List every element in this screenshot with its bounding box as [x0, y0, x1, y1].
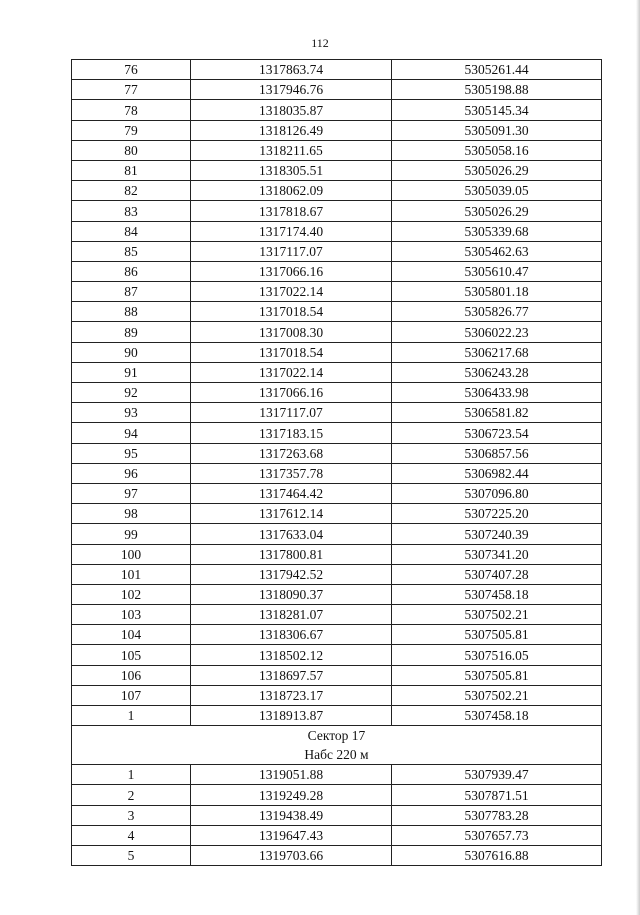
x-coordinate-cell: 1317183.15 [191, 423, 392, 443]
table-row [72, 825, 602, 845]
x-coordinate-cell: 1318305.51 [191, 160, 392, 180]
x-coordinate-cell: 1317174.40 [191, 221, 392, 241]
table-row [72, 645, 602, 665]
y-coordinate-cell: 5306243.28 [392, 362, 602, 382]
table-row [72, 845, 602, 865]
table-row [72, 625, 602, 645]
table-row [72, 322, 602, 342]
y-coordinate-cell: 5306217.68 [392, 342, 602, 362]
x-coordinate-cell: 1318502.12 [191, 645, 392, 665]
y-coordinate-cell: 5306723.54 [392, 423, 602, 443]
table-row [72, 685, 602, 705]
y-coordinate-cell: 5305339.68 [392, 221, 602, 241]
sector-header-cell [72, 726, 602, 765]
x-coordinate-cell: 1318306.67 [191, 625, 392, 645]
point-number-cell: 90 [72, 342, 191, 362]
table-row [72, 463, 602, 483]
coordinates-table [71, 59, 602, 866]
y-coordinate-cell: 5307783.28 [392, 805, 602, 825]
point-number-cell: 84 [72, 221, 191, 241]
x-coordinate-cell: 1319703.66 [191, 845, 392, 865]
x-coordinate-cell: 1318035.87 [191, 100, 392, 120]
point-number-cell: 4 [72, 825, 191, 845]
y-coordinate-cell: 5307096.80 [392, 483, 602, 503]
x-coordinate-cell: 1318281.07 [191, 605, 392, 625]
point-number-cell: 96 [72, 463, 191, 483]
point-number-cell: 82 [72, 181, 191, 201]
point-number-cell: 85 [72, 241, 191, 261]
point-number-cell: 89 [72, 322, 191, 342]
x-coordinate-cell: 1319249.28 [191, 785, 392, 805]
table-row [72, 241, 602, 261]
y-coordinate-cell: 5305261.44 [392, 60, 602, 80]
point-number-cell: 91 [72, 362, 191, 382]
point-number-cell: 1 [72, 765, 191, 785]
point-number-cell: 83 [72, 201, 191, 221]
table-row [72, 221, 602, 241]
x-coordinate-cell: 1318697.57 [191, 665, 392, 685]
y-coordinate-cell: 5307939.47 [392, 765, 602, 785]
y-coordinate-cell: 5305826.77 [392, 302, 602, 322]
y-coordinate-cell: 5306857.56 [392, 443, 602, 463]
y-coordinate-cell: 5307616.88 [392, 845, 602, 865]
point-number-cell: 103 [72, 605, 191, 625]
y-coordinate-cell: 5305026.29 [392, 160, 602, 180]
x-coordinate-cell: 1317942.52 [191, 564, 392, 584]
table-row [72, 181, 602, 201]
point-number-cell: 98 [72, 504, 191, 524]
table-row [72, 383, 602, 403]
y-coordinate-cell: 5307516.05 [392, 645, 602, 665]
x-coordinate-cell: 1318723.17 [191, 685, 392, 705]
y-coordinate-cell: 5305610.47 [392, 261, 602, 281]
x-coordinate-cell: 1317117.07 [191, 241, 392, 261]
x-coordinate-cell: 1317117.07 [191, 403, 392, 423]
point-number-cell: 3 [72, 805, 191, 825]
y-coordinate-cell: 5307407.28 [392, 564, 602, 584]
x-coordinate-cell: 1317018.54 [191, 342, 392, 362]
x-coordinate-cell: 1317066.16 [191, 261, 392, 281]
x-coordinate-cell: 1317008.30 [191, 322, 392, 342]
point-number-cell: 76 [72, 60, 191, 80]
sector-title: Сектор 17 [307, 728, 366, 744]
y-coordinate-cell: 5307240.39 [392, 524, 602, 544]
point-number-cell: 92 [72, 383, 191, 403]
x-coordinate-cell: 1317863.74 [191, 60, 392, 80]
sector-subtitle: Набс 220 м [304, 747, 369, 763]
table-row [72, 544, 602, 564]
y-coordinate-cell: 5307341.20 [392, 544, 602, 564]
x-coordinate-cell: 1317357.78 [191, 463, 392, 483]
x-coordinate-cell: 1317633.04 [191, 524, 392, 544]
x-coordinate-cell: 1319647.43 [191, 825, 392, 845]
x-coordinate-cell: 1317018.54 [191, 302, 392, 322]
x-coordinate-cell: 1317263.68 [191, 443, 392, 463]
y-coordinate-cell: 5305462.63 [392, 241, 602, 261]
x-coordinate-cell: 1317612.14 [191, 504, 392, 524]
point-number-cell: 107 [72, 685, 191, 705]
point-number-cell: 78 [72, 100, 191, 120]
x-coordinate-cell: 1318913.87 [191, 706, 392, 726]
y-coordinate-cell: 5305198.88 [392, 80, 602, 100]
table-row [72, 785, 602, 805]
point-number-cell: 100 [72, 544, 191, 564]
point-number-cell: 97 [72, 483, 191, 503]
y-coordinate-cell: 5306982.44 [392, 463, 602, 483]
table-row [72, 160, 602, 180]
point-number-cell: 5 [72, 845, 191, 865]
y-coordinate-cell: 5305058.16 [392, 140, 602, 160]
table-row [72, 403, 602, 423]
table-row [72, 805, 602, 825]
point-number-cell: 105 [72, 645, 191, 665]
point-number-cell: 87 [72, 282, 191, 302]
table-row [72, 261, 602, 281]
table-row [72, 342, 602, 362]
point-number-cell: 77 [72, 80, 191, 100]
y-coordinate-cell: 5305801.18 [392, 282, 602, 302]
x-coordinate-cell: 1317022.14 [191, 362, 392, 382]
sector-header-body [72, 726, 602, 765]
point-number-cell: 95 [72, 443, 191, 463]
table-row [72, 584, 602, 604]
table-row [72, 100, 602, 120]
x-coordinate-cell: 1317464.42 [191, 483, 392, 503]
x-coordinate-cell: 1317022.14 [191, 282, 392, 302]
x-coordinate-cell: 1319438.49 [191, 805, 392, 825]
page-number: 112 [311, 36, 329, 50]
point-number-cell: 86 [72, 261, 191, 281]
point-number-cell: 94 [72, 423, 191, 443]
table-row [72, 80, 602, 100]
y-coordinate-cell: 5307505.81 [392, 665, 602, 685]
x-coordinate-cell: 1318126.49 [191, 120, 392, 140]
x-coordinate-cell: 1318062.09 [191, 181, 392, 201]
point-number-cell: 88 [72, 302, 191, 322]
y-coordinate-cell: 5305026.29 [392, 201, 602, 221]
table-row [72, 605, 602, 625]
point-number-cell: 102 [72, 584, 191, 604]
table-row [72, 302, 602, 322]
y-coordinate-cell: 5307502.21 [392, 605, 602, 625]
point-number-cell: 106 [72, 665, 191, 685]
y-coordinate-cell: 5307225.20 [392, 504, 602, 524]
table-row [72, 120, 602, 140]
table-row [72, 201, 602, 221]
table-row [72, 483, 602, 503]
point-number-cell: 81 [72, 160, 191, 180]
point-number-cell: 80 [72, 140, 191, 160]
point-number-cell: 2 [72, 785, 191, 805]
coordinates-table-body-b [72, 765, 602, 866]
point-number-cell: 93 [72, 403, 191, 423]
y-coordinate-cell: 5306433.98 [392, 383, 602, 403]
x-coordinate-cell: 1318211.65 [191, 140, 392, 160]
page-edge-shadow [636, 0, 640, 915]
y-coordinate-cell: 5307458.18 [392, 584, 602, 604]
table-row [72, 282, 602, 302]
x-coordinate-cell: 1317946.76 [191, 80, 392, 100]
y-coordinate-cell: 5307502.21 [392, 685, 602, 705]
table-row [72, 443, 602, 463]
y-coordinate-cell: 5306022.23 [392, 322, 602, 342]
x-coordinate-cell: 1319051.88 [191, 765, 392, 785]
table-row [72, 504, 602, 524]
point-number-cell: 79 [72, 120, 191, 140]
coordinates-table-body-a [72, 60, 602, 726]
x-coordinate-cell: 1317066.16 [191, 383, 392, 403]
sector-header-row [72, 726, 602, 765]
y-coordinate-cell: 5307458.18 [392, 706, 602, 726]
y-coordinate-cell: 5305039.05 [392, 181, 602, 201]
y-coordinate-cell: 5306581.82 [392, 403, 602, 423]
table-row [72, 665, 602, 685]
table-row [72, 765, 602, 785]
table-row [72, 423, 602, 443]
table-row [72, 524, 602, 544]
table-row [72, 60, 602, 80]
y-coordinate-cell: 5307657.73 [392, 825, 602, 845]
y-coordinate-cell: 5305145.34 [392, 100, 602, 120]
point-number-cell: 101 [72, 564, 191, 584]
x-coordinate-cell: 1317800.81 [191, 544, 392, 564]
table-row [72, 706, 602, 726]
point-number-cell: 104 [72, 625, 191, 645]
x-coordinate-cell: 1318090.37 [191, 584, 392, 604]
table-row [72, 140, 602, 160]
table-row [72, 362, 602, 382]
y-coordinate-cell: 5307505.81 [392, 625, 602, 645]
y-coordinate-cell: 5307871.51 [392, 785, 602, 805]
point-number-cell: 99 [72, 524, 191, 544]
table-row [72, 564, 602, 584]
x-coordinate-cell: 1317818.67 [191, 201, 392, 221]
point-number-cell: 1 [72, 706, 191, 726]
y-coordinate-cell: 5305091.30 [392, 120, 602, 140]
